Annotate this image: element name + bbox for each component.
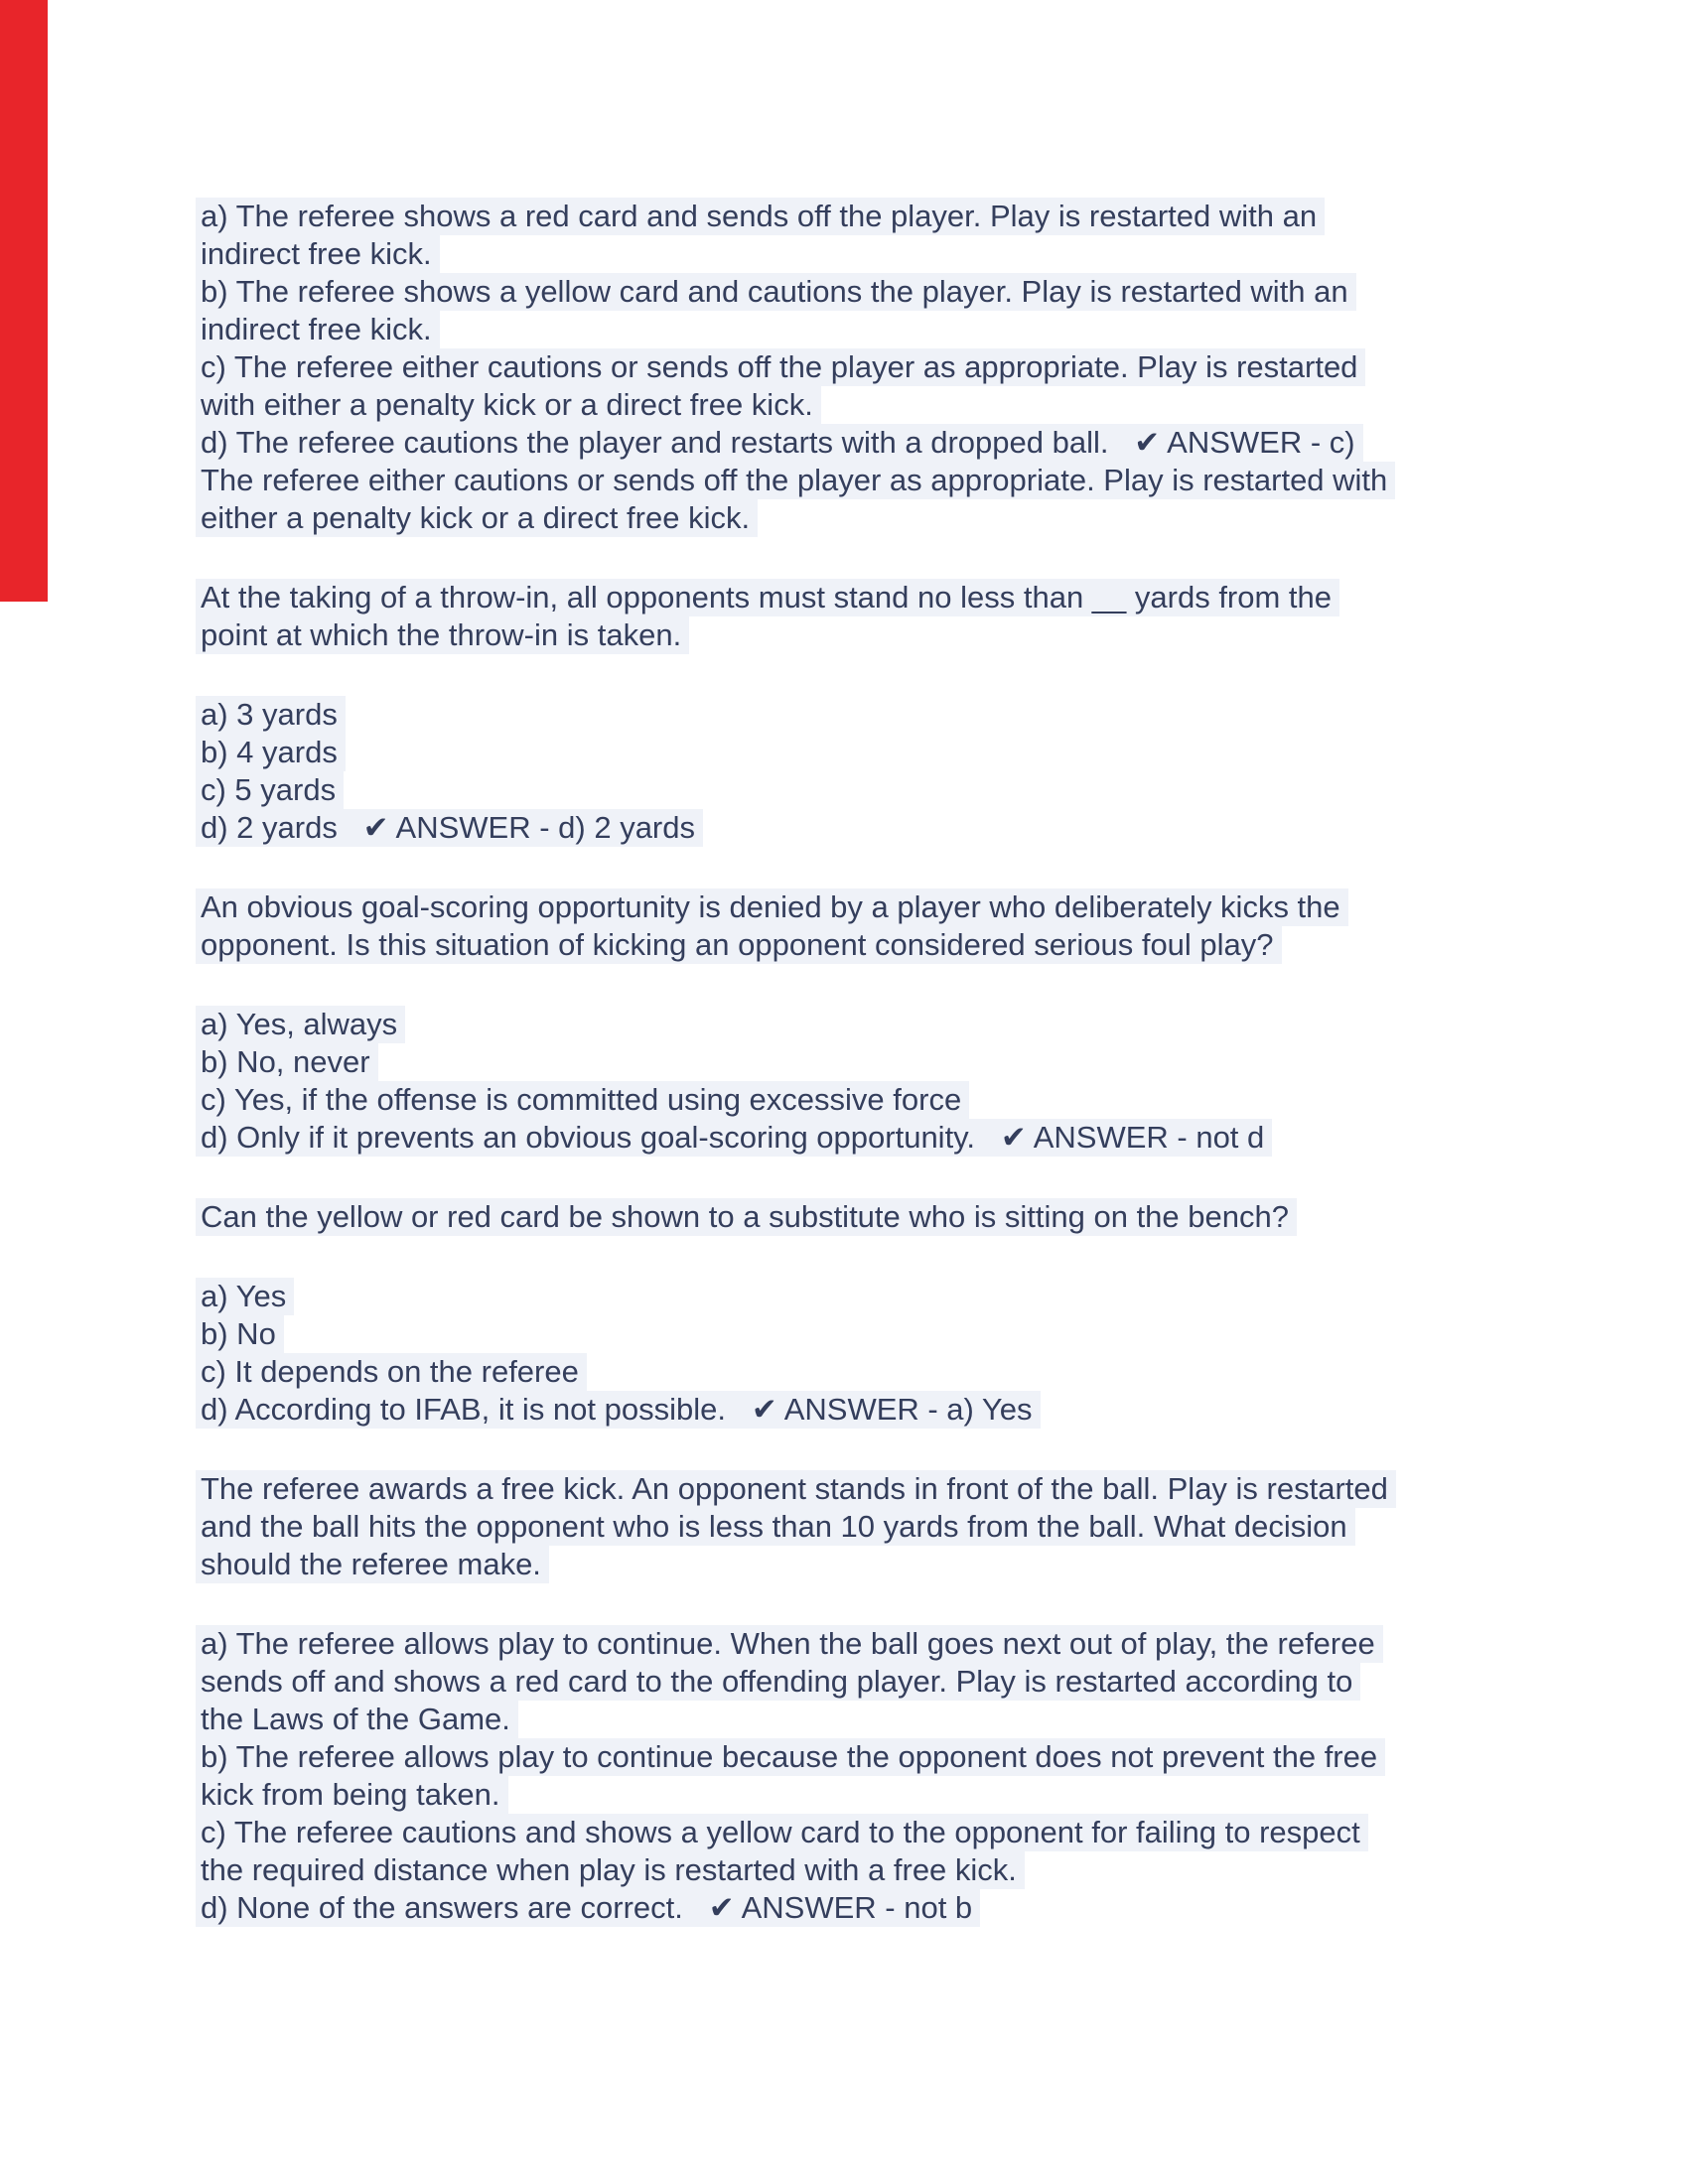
text-line <box>196 1278 1688 1315</box>
highlighted-text: c) The referee either cautions or sends off the player as appropriate. Play is restarted <box>196 348 1365 386</box>
highlighted-text: c) Yes, if the offense is committed using excessive force <box>196 1081 969 1119</box>
highlighted-text: b) The referee shows a yellow card and cautions the player. Play is restarted with an <box>196 273 1356 311</box>
highlighted-text: the required distance when play is restarted with a free kick. <box>196 1851 1025 1889</box>
text-block-options <box>196 1625 1688 1927</box>
highlighted-text: d) None of the answers are correct. ✔ ANSWER - not b <box>196 1889 980 1927</box>
text-line <box>196 1889 1688 1927</box>
text-line <box>196 1738 1688 1776</box>
text-line <box>196 1315 1688 1353</box>
text-block-options <box>196 1006 1688 1157</box>
text-line <box>196 579 1688 616</box>
text-line <box>196 771 1688 809</box>
highlighted-text: d) 2 yards ✔ ANSWER - d) 2 yards <box>196 809 703 847</box>
highlighted-text: b) No, never <box>196 1043 378 1081</box>
text-line <box>196 1701 1688 1738</box>
highlighted-text: d) According to IFAB, it is not possible. ✔ ANSWER - a) Yes <box>196 1391 1041 1429</box>
text-line <box>196 1776 1688 1814</box>
red-accent-bar <box>0 0 48 602</box>
text-line <box>196 616 1688 654</box>
text-line <box>196 198 1688 235</box>
text-line <box>196 462 1688 499</box>
text-line <box>196 499 1688 537</box>
text-line <box>196 1546 1688 1583</box>
text-line <box>196 696 1688 734</box>
highlighted-text: and the ball hits the opponent who is less than 10 yards from the ball. What decision <box>196 1508 1355 1546</box>
text-line <box>196 926 1688 964</box>
text-line <box>196 734 1688 771</box>
text-line <box>196 1814 1688 1851</box>
highlighted-text: c) It depends on the referee <box>196 1353 587 1391</box>
text-line <box>196 1119 1688 1157</box>
text-line <box>196 1391 1688 1429</box>
highlighted-text: c) 5 yards <box>196 771 344 809</box>
highlighted-text: the Laws of the Game. <box>196 1701 518 1738</box>
highlighted-text: kick from being taken. <box>196 1776 508 1814</box>
highlighted-text: The referee either cautions or sends off the player as appropriate. Play is restarted with <box>196 462 1395 499</box>
text-line <box>196 386 1688 424</box>
text-line <box>196 809 1688 847</box>
text-block-options <box>196 696 1688 847</box>
highlighted-text: An obvious goal-scoring opportunity is denied by a player who deliberately kicks the <box>196 888 1348 926</box>
document-content <box>196 198 1688 1927</box>
text-block-question <box>196 888 1688 964</box>
text-line <box>196 1663 1688 1701</box>
text-line <box>196 1353 1688 1391</box>
text-block-answer-options-continuation <box>196 198 1688 537</box>
highlighted-text: a) The referee shows a red card and sends off the player. Play is restarted with an <box>196 198 1325 235</box>
highlighted-text: At the taking of a throw-in, all opponents must stand no less than __ yards from the <box>196 579 1339 616</box>
text-line <box>196 888 1688 926</box>
highlighted-text: indirect free kick. <box>196 235 440 273</box>
highlighted-text: a) Yes, always <box>196 1006 405 1043</box>
highlighted-text: c) The referee cautions and shows a yellow card to the opponent for failing to respect <box>196 1814 1368 1851</box>
text-line <box>196 1198 1688 1236</box>
highlighted-text: a) Yes <box>196 1278 294 1315</box>
text-line <box>196 348 1688 386</box>
highlighted-text: Can the yellow or red card be shown to a substitute who is sitting on the bench? <box>196 1198 1297 1236</box>
highlighted-text: sends off and shows a red card to the offending player. Play is restarted according to <box>196 1663 1360 1701</box>
highlighted-text: indirect free kick. <box>196 311 440 348</box>
highlighted-text: either a penalty kick or a direct free kick. <box>196 499 758 537</box>
text-line <box>196 273 1688 311</box>
highlighted-text: point at which the throw-in is taken. <box>196 616 689 654</box>
text-line <box>196 1625 1688 1663</box>
text-line <box>196 1508 1688 1546</box>
text-line <box>196 1851 1688 1889</box>
highlighted-text: d) The referee cautions the player and restarts with a dropped ball. ✔ ANSWER - c) <box>196 424 1363 462</box>
text-line <box>196 235 1688 273</box>
highlighted-text: a) The referee allows play to continue. When the ball goes next out of play, the referee <box>196 1625 1383 1663</box>
highlighted-text: should the referee make. <box>196 1546 549 1583</box>
text-line <box>196 424 1688 462</box>
text-block-question <box>196 1470 1688 1583</box>
highlighted-text: d) Only if it prevents an obvious goal-scoring opportunity. ✔ ANSWER - not d <box>196 1119 1272 1157</box>
highlighted-text: a) 3 yards <box>196 696 346 734</box>
highlighted-text: opponent. Is this situation of kicking an opponent considered serious foul play? <box>196 926 1282 964</box>
text-line <box>196 1006 1688 1043</box>
text-line <box>196 1470 1688 1508</box>
highlighted-text: with either a penalty kick or a direct free kick. <box>196 386 821 424</box>
text-block-options <box>196 1278 1688 1429</box>
highlighted-text: b) No <box>196 1315 284 1353</box>
text-block-question <box>196 579 1688 654</box>
text-line <box>196 1043 1688 1081</box>
highlighted-text: The referee awards a free kick. An opponent stands in front of the ball. Play is restarted <box>196 1470 1396 1508</box>
text-line <box>196 1081 1688 1119</box>
highlighted-text: b) 4 yards <box>196 734 346 771</box>
text-block-question <box>196 1198 1688 1236</box>
text-line <box>196 311 1688 348</box>
highlighted-text: b) The referee allows play to continue because the opponent does not prevent the free <box>196 1738 1385 1776</box>
